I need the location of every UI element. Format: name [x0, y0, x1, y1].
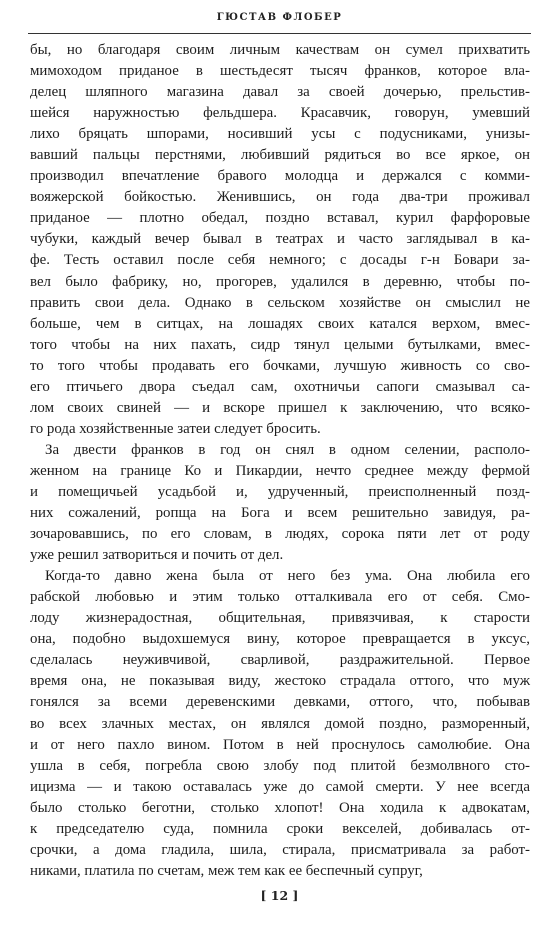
text-line: За двести франков в год он снял в одном селении, располо- [45, 441, 530, 458]
text-line: зочаровавшись, по его словам, в людях, сорока пяти лет от роду [30, 526, 530, 543]
text-line: время она, не показывая виду, жестоко страдала оттого, что муж [30, 673, 530, 690]
text-line: лихо бряцать шпорами, носивший усы с подусниками, унизы- [30, 126, 530, 143]
text-line: сделалась неуживчивой, сварливой, раздражительной. Первое [30, 652, 530, 669]
text-line: и помещичьей усадьбой и, удрученный, преисполненный позд- [30, 483, 530, 500]
running-header: ГЮСТАВ ФЛОБЕР [216, 12, 343, 23]
body-text [30, 40, 530, 882]
text-line: то того чтобы продавать его бочками, лучшую живность со сво- [30, 357, 530, 374]
text-line: было столько беготни, столько хлопот! Она ходила к адвокатам, [30, 799, 530, 816]
text-line: она, подобно выдохшемуся вину, которое превращается в уксус, [30, 631, 530, 648]
paragraph [30, 566, 530, 882]
text-line: вавший пальцы перстнями, любивший рядиться во все яркое, он [30, 147, 530, 164]
text-line: рабской любовью и этим только отталкивала его от себя. Смо- [30, 589, 530, 606]
text-line: срочки, а дома гладила, шила, стирала, присматривала за работ- [30, 841, 530, 858]
text-line: го рода хозяйственные затеи следует бросить. [30, 420, 321, 437]
text-line: делец шляпного магазина давал за своей дочерью, прельстив- [30, 84, 530, 101]
paragraph [30, 40, 530, 440]
text-line: вел было фабрику, но, прогорев, удалился в деревню, чтобы по- [30, 273, 530, 290]
text-line: приданое — плотно обедал, поздно вставал, курил фарфоровые [30, 210, 530, 227]
text-line: ицизма — и такою оставалась уже до самой смерти. У нее всегда [30, 778, 530, 795]
text-line: и от него пахло вином. Потом в ней проснулось самолюбие. Она [30, 736, 530, 753]
text-line: бы, но благодаря своим личным качествам он сумел прихватить [30, 42, 530, 58]
text-line: ушла в себя, погребла свою злобу под плитой безмолвного сто- [30, 757, 530, 774]
text-line: уже решил затвориться и почить от дел. [30, 547, 284, 564]
text-line: производил впечатление бравого молодца и держался с комми- [30, 168, 530, 185]
paragraph [30, 440, 530, 566]
text-line: них сожалений, ропща на Бога и всем решительно завидуя, ра- [30, 505, 530, 522]
text-line: Когда-то давно жена была от него без ума. Она любила его [45, 568, 530, 585]
text-line: больше, чем в ситцах, на лошадях своих катался верхом, вмес- [30, 315, 530, 332]
text-line: во всех злачных местах, он являлся домой поздно, разморенный, [30, 715, 530, 732]
text-line: править свои дела. Однако в сельском хозяйстве он смыслил не [30, 294, 530, 311]
text-line: лоду жизнерадостная, общительная, привязчивая, к старости [30, 610, 530, 627]
text-line: женном на границе Ко и Пикардии, нечто среднее между фермой [30, 462, 530, 479]
text-line: лом своих свиней — и вскоре пришел к заключению, что всяко- [30, 399, 530, 416]
header-rule [28, 33, 531, 34]
text-line: мимоходом приданое в шестьдесят тысяч франков, которое вла- [30, 63, 530, 80]
text-line: его птичьего двора съедал сам, охотничьи сапоги смазывал са- [30, 378, 530, 395]
text-line: фе. Тесть оставил после себя немного; с досады г-н Бовари за- [30, 252, 530, 269]
text-line: к председателю суда, помнила сроки векселей, добивалась от- [30, 820, 530, 837]
text-line: шейся наружностью фельдшера. Красавчик, говорун, умевший [30, 105, 530, 122]
text-line: гонялся за всеми деревенскими девками, оттого, что, побывав [30, 694, 530, 711]
text-line: вояжерской бойкостью. Женившись, он года два-три проживал [30, 189, 530, 206]
text-line: чубуки, каждый вечер бывал в театрах и часто заглядывал в ка- [30, 231, 530, 248]
text-line: того чтобы на них пахать, сидр тянул целыми бутылками, вмес- [30, 336, 530, 353]
page-number: [ 12 ] [260, 888, 299, 903]
text-line: никами, платила по счетам, меж тем как ее беспечный супруг, [30, 862, 423, 879]
